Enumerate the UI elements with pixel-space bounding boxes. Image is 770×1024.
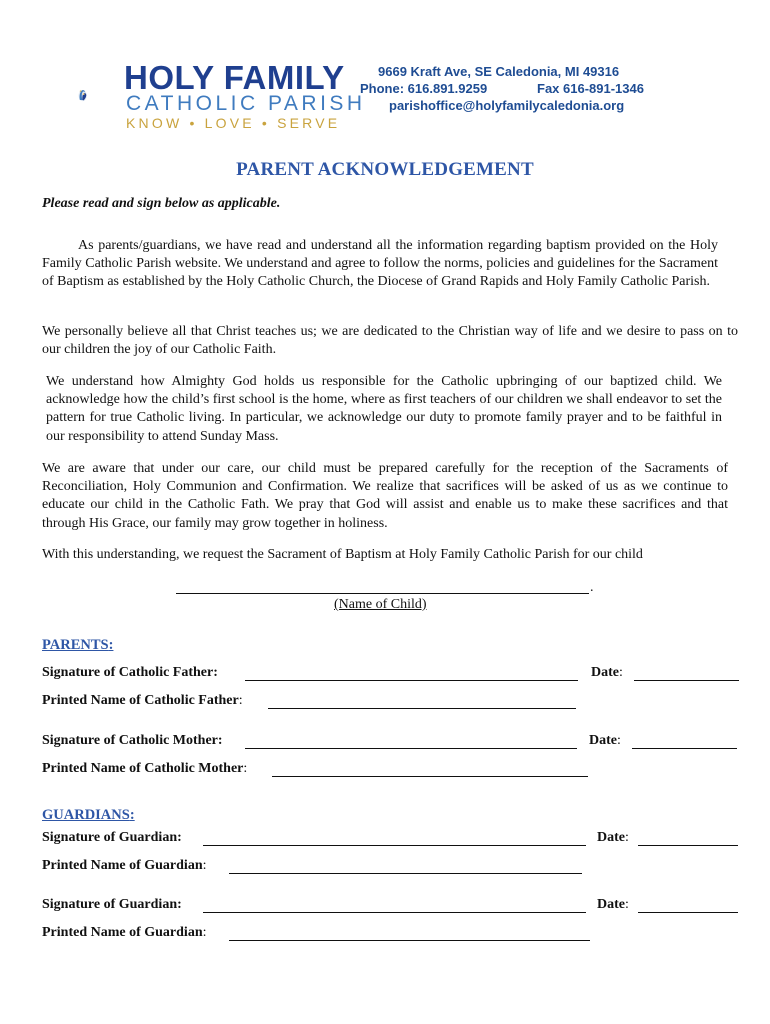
parents-heading-colon: : bbox=[108, 637, 114, 653]
guardians-heading bbox=[42, 807, 135, 824]
parish-fax: Fax 616-891-1346 bbox=[537, 81, 644, 96]
logo-tagline: KNOW • LOVE • SERVE bbox=[126, 115, 341, 131]
guardian2-printed-text: Printed Name of Guardian bbox=[42, 925, 203, 940]
guardian2-date-label bbox=[597, 897, 629, 913]
paragraph-3: We understand how Almighty God holds us responsible for the Catholic upbringing of our baptized child. We acknowledge how the child’s first school is the home, where as first teachers of our children we shall endeavor to set the pattern for true Catholic living. In particular, we acknowledge our duty to promote family prayer and to be faithful in our responsibility to attend Sunday Mass. bbox=[46, 374, 722, 444]
child-name-period: . bbox=[590, 580, 594, 595]
logo-wordmark-line1: HOLY FAMILY bbox=[124, 59, 345, 96]
parents-heading bbox=[42, 637, 113, 654]
mother-signature-label: Signature of Catholic Mother: bbox=[42, 733, 223, 748]
guardian2-printed-label bbox=[42, 925, 207, 941]
father-signature-label: Signature of Catholic Father: bbox=[42, 665, 218, 680]
parish-email[interactable]: parishoffice@holyfamilycaledonia.org bbox=[389, 98, 625, 113]
document-title: PARENT ACKNOWLEDGEMENT bbox=[236, 159, 534, 180]
father-printed-text: Printed Name of Catholic Father bbox=[42, 693, 239, 708]
guardian2-signature-field[interactable] bbox=[203, 912, 586, 913]
father-date-colon: : bbox=[619, 665, 623, 680]
guardian2-date-colon: : bbox=[625, 897, 629, 912]
instruction-text: Please read and sign below as applicable. bbox=[42, 196, 281, 211]
guardian1-signature-label: Signature of Guardian: bbox=[42, 830, 182, 845]
paragraph-2: We personally believe all that Christ teaches us; we are dedicated to the Christian way of life and we desire to pass on to our children the joy of our Catholic Faith. bbox=[42, 324, 738, 358]
father-date-label bbox=[591, 665, 623, 681]
guardian1-printed-colon: : bbox=[202, 858, 207, 873]
father-printed-field[interactable] bbox=[268, 708, 576, 709]
father-printed-colon: : bbox=[238, 693, 243, 708]
paragraph-1 bbox=[42, 237, 718, 292]
logo-wordmark-line2: CATHOLIC PARISH bbox=[126, 92, 366, 115]
mother-date-colon: : bbox=[617, 733, 621, 748]
guardian2-printed-field[interactable] bbox=[229, 940, 590, 941]
mother-printed-label bbox=[42, 761, 247, 777]
mother-printed-colon: : bbox=[243, 761, 248, 776]
guardian2-date-field[interactable] bbox=[638, 912, 738, 913]
guardian1-date-colon: : bbox=[625, 830, 629, 845]
guardian1-printed-label bbox=[42, 858, 207, 874]
guardians-heading-colon: : bbox=[129, 807, 135, 823]
guardian1-date-field[interactable] bbox=[638, 845, 738, 846]
guardian1-printed-text: Printed Name of Guardian bbox=[42, 858, 203, 873]
child-name-label: (Name of Child) bbox=[334, 597, 427, 612]
father-date-text: Date bbox=[591, 665, 619, 680]
father-date-field[interactable] bbox=[634, 680, 739, 681]
paragraph-1-text: As parents/guardians, we have read and understand all the information regarding baptism provided on the Holy Family Catholic Parish website. We understand and agree to follow the norms, policies and guidelines for the Sacrament of Baptism as established by the Holy Catholic Church, the Diocese of Grand Rapids and Holy Family Catholic Parish. bbox=[42, 238, 718, 290]
guardian2-signature-label: Signature of Guardian: bbox=[42, 897, 182, 912]
child-name-field[interactable] bbox=[176, 593, 589, 594]
mother-printed-text: Printed Name of Catholic Mother bbox=[42, 761, 244, 776]
guardian1-date-label bbox=[597, 830, 629, 846]
guardian1-printed-field[interactable] bbox=[229, 873, 582, 874]
mother-printed-field[interactable] bbox=[272, 776, 588, 777]
guardian2-date-text: Date bbox=[597, 897, 625, 912]
parish-address: 9669 Kraft Ave, SE Caledonia, MI 49316 bbox=[378, 64, 620, 79]
guardian2-printed-colon: : bbox=[202, 925, 207, 940]
guardian1-date-text: Date bbox=[597, 830, 625, 845]
paragraph-4: We are aware that under our care, our child must be prepared carefully for the reception of the Sacraments of Reconciliation, Holy Communion and Confirmation. We realize that sacrifices will be asked of us as we continue to educate our child in the Catholic Fath. We pray that God will assist and enable us to make these sacrifices and that through His Grace, our family may grow together in holiness. bbox=[42, 461, 728, 531]
mother-signature-field[interactable] bbox=[245, 748, 577, 749]
guardians-heading-text: GUARDIANS bbox=[42, 807, 130, 823]
father-printed-label bbox=[42, 693, 243, 709]
parents-heading-text: PARENTS bbox=[42, 637, 109, 653]
mother-date-field[interactable] bbox=[632, 748, 737, 749]
mother-date-label bbox=[589, 733, 621, 749]
parish-phone: Phone: 616.891.9259 bbox=[360, 81, 488, 96]
paragraph-5: With this understanding, we request the Sacrament of Baptism at Holy Family Catholic Parish for our child bbox=[42, 547, 643, 562]
father-signature-field[interactable] bbox=[245, 680, 578, 681]
parish-logo-icon bbox=[78, 60, 128, 130]
guardian1-signature-field[interactable] bbox=[203, 845, 586, 846]
mother-date-text: Date bbox=[589, 733, 617, 748]
